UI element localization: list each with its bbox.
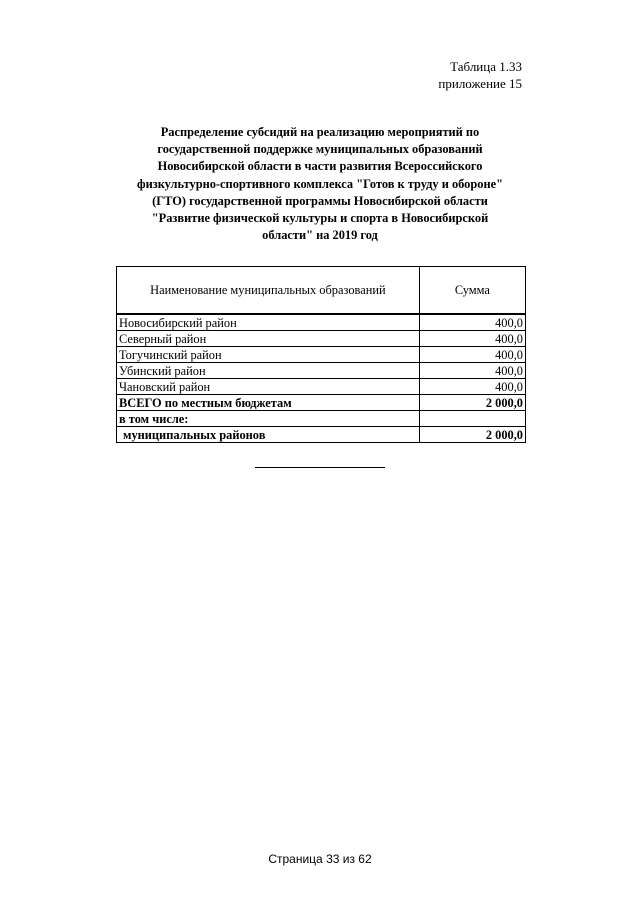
including-row	[117, 411, 526, 427]
table-row	[117, 363, 526, 379]
including-sum	[419, 411, 525, 427]
row-sum: 400,0	[419, 314, 525, 331]
title-line: области" на 2019 год	[262, 228, 378, 243]
row-name: Тогучинский район	[117, 347, 420, 363]
table-row	[117, 379, 526, 395]
column-header-name: Наименование муниципальных образований	[117, 267, 420, 315]
row-name: Северный район	[117, 331, 420, 347]
row-sum: 400,0	[419, 331, 525, 347]
divider-line	[255, 467, 385, 468]
title-line: (ГТО) государственной программы Новосибирской области	[152, 193, 488, 208]
document-title	[115, 124, 525, 244]
title-line: Новосибирской области в части развития Всероссийского	[157, 159, 483, 174]
subsidy-table	[116, 266, 526, 443]
row-name: Новосибирский район	[117, 314, 420, 331]
title-line: "Развитие физической культуры и спорта в Новосибирской	[151, 211, 489, 226]
total-row	[117, 395, 526, 411]
table-row	[117, 331, 526, 347]
total-label: ВСЕГО по местным бюджетам	[117, 395, 420, 411]
row-sum: 400,0	[419, 363, 525, 379]
title-line: Распределение субсидий на реализацию мероприятий по	[160, 125, 480, 139]
table-row	[117, 314, 526, 331]
row-sum: 400,0	[419, 379, 525, 395]
municipal-row	[117, 427, 526, 443]
title-line: государственной поддержке муниципальных образований	[157, 142, 483, 157]
table-row	[117, 347, 526, 363]
appendix-label: приложение 15	[438, 76, 522, 91]
column-header-sum: Сумма	[419, 267, 525, 315]
municipal-label: муниципальных районов	[117, 427, 420, 443]
total-sum: 2 000,0	[419, 395, 525, 411]
title-line: физкультурно-спортивного комплекса "Готов к труду и обороне"	[137, 176, 503, 191]
row-name: Убинский район	[117, 363, 420, 379]
including-label: в том числе:	[117, 411, 420, 427]
page-header	[438, 58, 522, 92]
row-sum: 400,0	[419, 347, 525, 363]
page-footer: Страница 33 из 62	[268, 852, 372, 866]
municipal-sum: 2 000,0	[419, 427, 525, 443]
table-number: Таблица 1.33	[450, 59, 522, 74]
row-name: Чановский район	[117, 379, 420, 395]
table-header-row	[117, 267, 526, 315]
